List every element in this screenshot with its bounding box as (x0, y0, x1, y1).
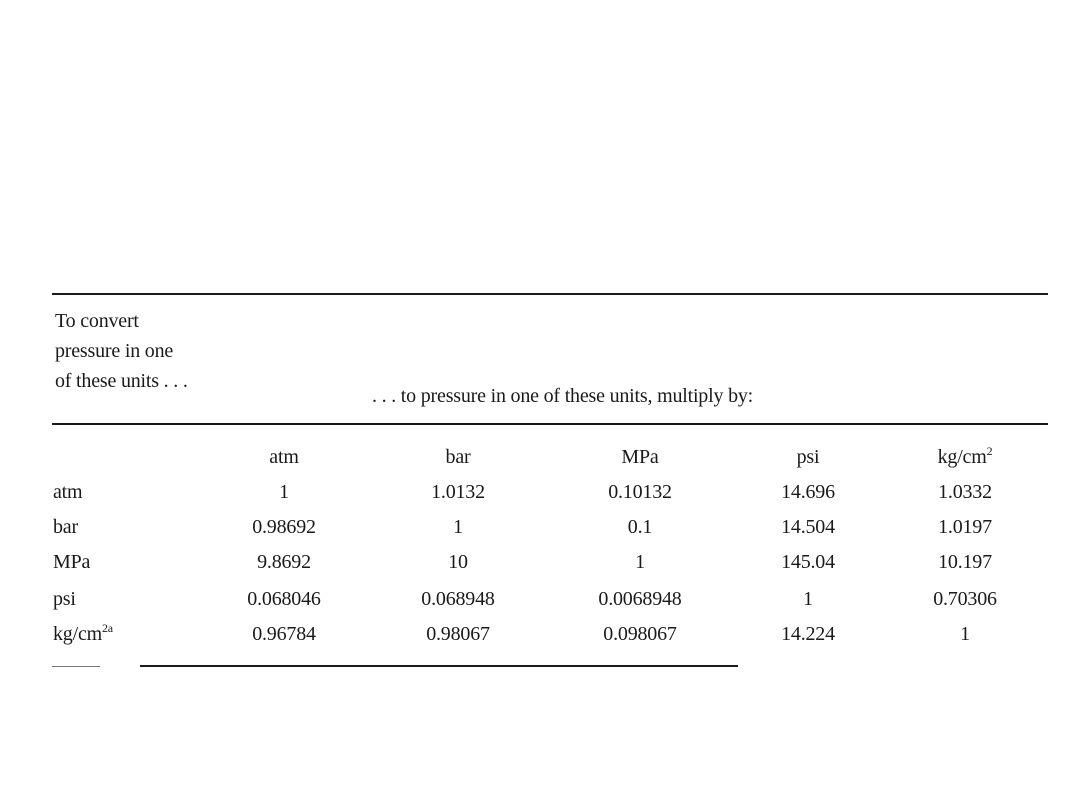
table-cell: 0.98067 (426, 623, 490, 645)
table-cell: 9.8692 (257, 551, 311, 573)
table-cell: 10.197 (938, 551, 992, 573)
from-caption-line-2: pressure in one (55, 340, 174, 362)
unit-base: bar (53, 516, 78, 538)
table-cell: 1 (803, 588, 813, 610)
table-cell: 14.224 (781, 623, 835, 645)
table-cell: 1 (453, 516, 463, 538)
table-cell: 1 (960, 623, 970, 645)
row-label (53, 480, 82, 504)
from-caption-line-3: of these units . . . (55, 370, 188, 392)
table-cell: 1 (635, 551, 645, 573)
table-cell: 1.0332 (938, 481, 992, 503)
unit-base: atm (269, 446, 299, 468)
unit-superscript: 2 (986, 444, 993, 458)
table-cell: 0.96784 (252, 623, 316, 645)
column-header-mpa (621, 445, 658, 469)
column-header-psi (797, 445, 820, 469)
unit-superscript: 2a (102, 621, 113, 635)
from-units-caption (55, 306, 188, 396)
table-cell: 1.0197 (938, 516, 992, 538)
row-label (53, 550, 90, 574)
table-cell: 0.068948 (421, 588, 495, 610)
unit-base: kg/cm (53, 623, 102, 645)
column-header-bar (446, 445, 471, 469)
table-cell: 0.98692 (252, 516, 316, 538)
table-cell: 0.0068948 (598, 588, 682, 610)
table-cell: 145.04 (781, 551, 835, 573)
table-cell: 0.098067 (603, 623, 677, 645)
unit-base: MPa (53, 551, 91, 573)
column-header-kg-cm (938, 445, 993, 469)
table-bottom-rule-stub (52, 666, 100, 667)
table-top-rule (52, 293, 1048, 295)
table-cell: 1 (279, 481, 289, 503)
table-cell: 14.696 (781, 481, 835, 503)
table-cell: 0.10132 (608, 481, 672, 503)
unit-base: psi (53, 588, 76, 610)
unit-base: psi (796, 446, 820, 468)
unit-base: MPa (621, 446, 659, 468)
unit-base: kg/cm (937, 446, 987, 468)
row-label (53, 622, 113, 646)
row-label (53, 587, 76, 611)
table-header-rule (52, 423, 1048, 425)
table-cell: 14.504 (781, 516, 835, 538)
table-cell: 0.068046 (247, 588, 321, 610)
table-cell: 1.0132 (431, 481, 485, 503)
table-cell: 10 (448, 551, 468, 573)
table-cell: 0.70306 (933, 588, 997, 610)
table-bottom-rule (140, 665, 738, 667)
from-caption-line-1: To convert (55, 310, 139, 332)
table-cell: 0.1 (627, 516, 653, 538)
column-header-atm (269, 445, 298, 469)
row-label (53, 515, 78, 539)
unit-base: bar (445, 446, 471, 468)
to-units-caption: . . . to pressure in one of these units, multiply by: (372, 385, 754, 407)
unit-base: atm (53, 481, 83, 503)
